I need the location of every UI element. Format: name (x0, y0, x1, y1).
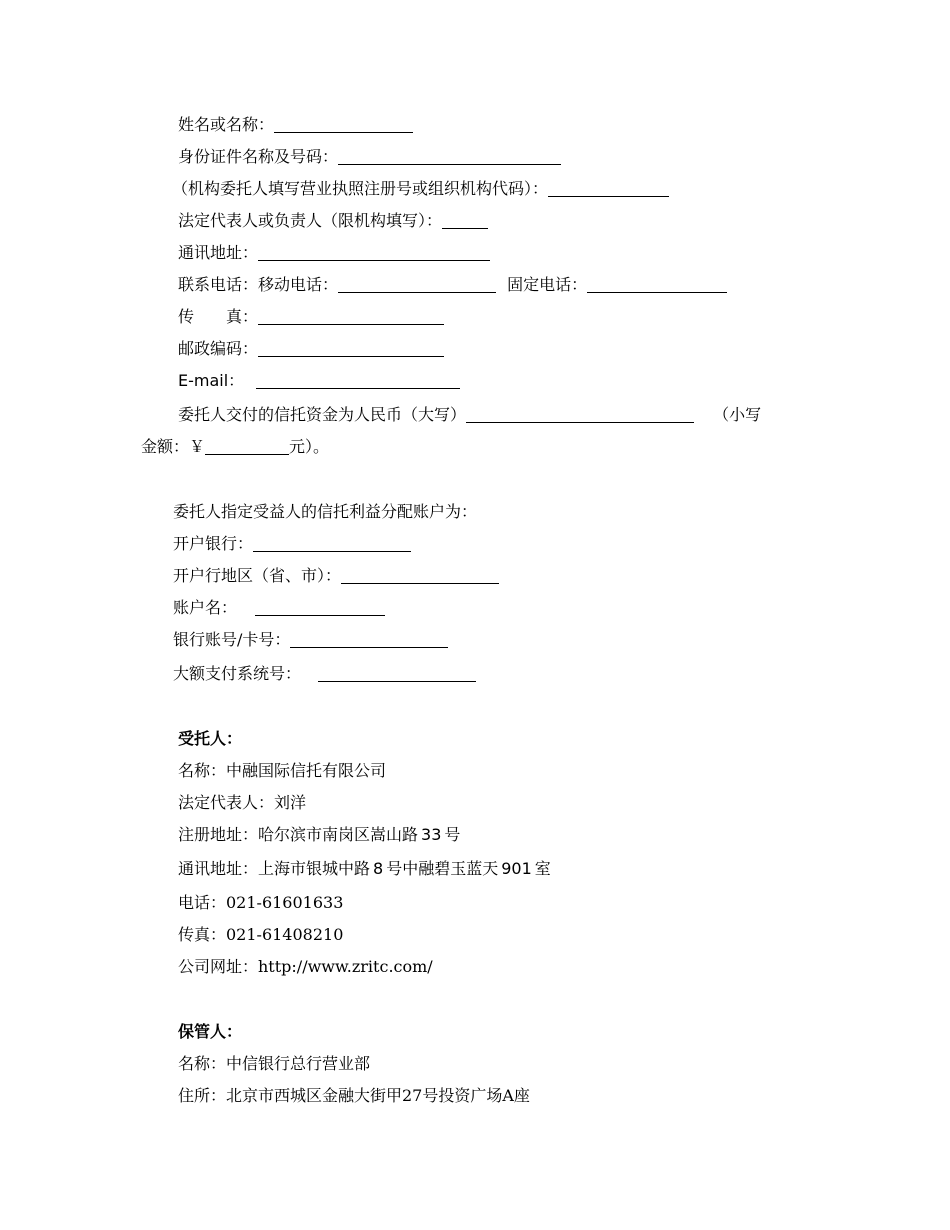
mail-prefix: 通讯地址：上海市银城中路 (178, 859, 371, 878)
name-blank (274, 116, 413, 133)
mobile-label: 联系电话：移动电话： (178, 275, 339, 294)
bank-row (173, 533, 411, 555)
trustee-phone: 电话：021-61601633 (178, 893, 344, 912)
card-label: 银行账号/卡号： (173, 630, 291, 649)
funds-row (178, 404, 761, 426)
org-code-blank (548, 180, 669, 197)
reg-address-prefix: 注册地址：哈尔滨市南岗区嵩山路 (178, 825, 419, 844)
name-label: 姓名或名称： (178, 115, 275, 134)
name-field-row (178, 114, 413, 136)
fax-blank (258, 308, 444, 325)
postcode-label: 邮政编码： (178, 339, 259, 358)
legal-rep-row (178, 210, 488, 232)
trustee-name: 名称：中融国际信托有限公司 (178, 761, 387, 780)
postcode-row (178, 338, 444, 360)
amount-suffix: 元）。 (289, 437, 330, 456)
phone-row (178, 274, 727, 296)
card-blank (290, 631, 448, 648)
mail-mid: 号中融碧玉蓝天 (386, 859, 499, 878)
address-row (178, 242, 490, 264)
trustee-legal-rep: 法定代表人：刘洋 (178, 793, 307, 812)
custodian-heading: 保管人： (178, 1022, 243, 1041)
address-blank (258, 244, 490, 261)
account-name-row (173, 597, 385, 619)
landline-blank (587, 276, 727, 293)
account-name-blank (255, 599, 385, 616)
legal-rep-label: 法定代表人或负责人（限机构填写）： (178, 211, 443, 230)
payment-system-row (173, 663, 476, 685)
account-intro: 委托人指定受益人的信托利益分配账户为： (173, 502, 478, 521)
mail-number-2: 901 (501, 859, 532, 878)
payment-system-label: 大额支付系统号： (173, 664, 302, 683)
small-amount-text: （小写 (713, 405, 762, 424)
reg-address-suffix: 号 (444, 825, 461, 844)
funds-blank (466, 406, 694, 423)
trustee-heading: 受托人： (178, 729, 243, 748)
trustee-fax: 传真：021-61408210 (178, 925, 344, 944)
postcode-blank (258, 340, 444, 357)
amount-label: 金额：￥ (141, 437, 206, 456)
trustee-mail-address (178, 858, 551, 880)
fax-label: 传 真： (178, 307, 259, 326)
account-name-label: 账户名： (173, 598, 238, 617)
id-label: 身份证件名称及号码： (178, 147, 339, 166)
amount-blank (205, 438, 289, 455)
reg-address-number: 33 (421, 825, 442, 844)
card-row (173, 629, 448, 651)
id-blank (338, 148, 561, 165)
bank-label: 开户银行： (173, 534, 254, 553)
email-blank (256, 372, 460, 389)
trustee-reg-address (178, 824, 460, 846)
address-label: 通讯地址： (178, 243, 259, 262)
email-label: E-mail： (178, 371, 245, 390)
region-blank (341, 567, 499, 584)
landline-label: 固定电话： (507, 275, 588, 294)
id-field-row (178, 146, 561, 168)
mobile-blank (338, 276, 496, 293)
custodian-address: 住所：北京市西城区金融大街甲27号投资广场A座 (178, 1086, 530, 1105)
region-row (173, 565, 499, 587)
org-code-row (172, 178, 669, 200)
custodian-name: 名称：中信银行总行营业部 (178, 1054, 371, 1073)
legal-rep-blank (442, 212, 488, 229)
fax-row (178, 306, 444, 328)
funds-text: 委托人交付的信托资金为人民币（大写） (178, 405, 467, 424)
region-label: 开户行地区（省、市）： (173, 566, 342, 585)
mail-suffix: 室 (534, 859, 551, 878)
payment-system-blank (318, 665, 476, 682)
bank-blank (253, 535, 411, 552)
org-code-label: （机构委托人填写营业执照注册号或组织机构代码）： (172, 179, 549, 198)
trustee-website: 公司网址：http://www.zritc.com/ (178, 957, 433, 976)
amount-row (141, 436, 329, 458)
mail-number-1: 8 (373, 859, 384, 878)
email-row (178, 370, 460, 392)
